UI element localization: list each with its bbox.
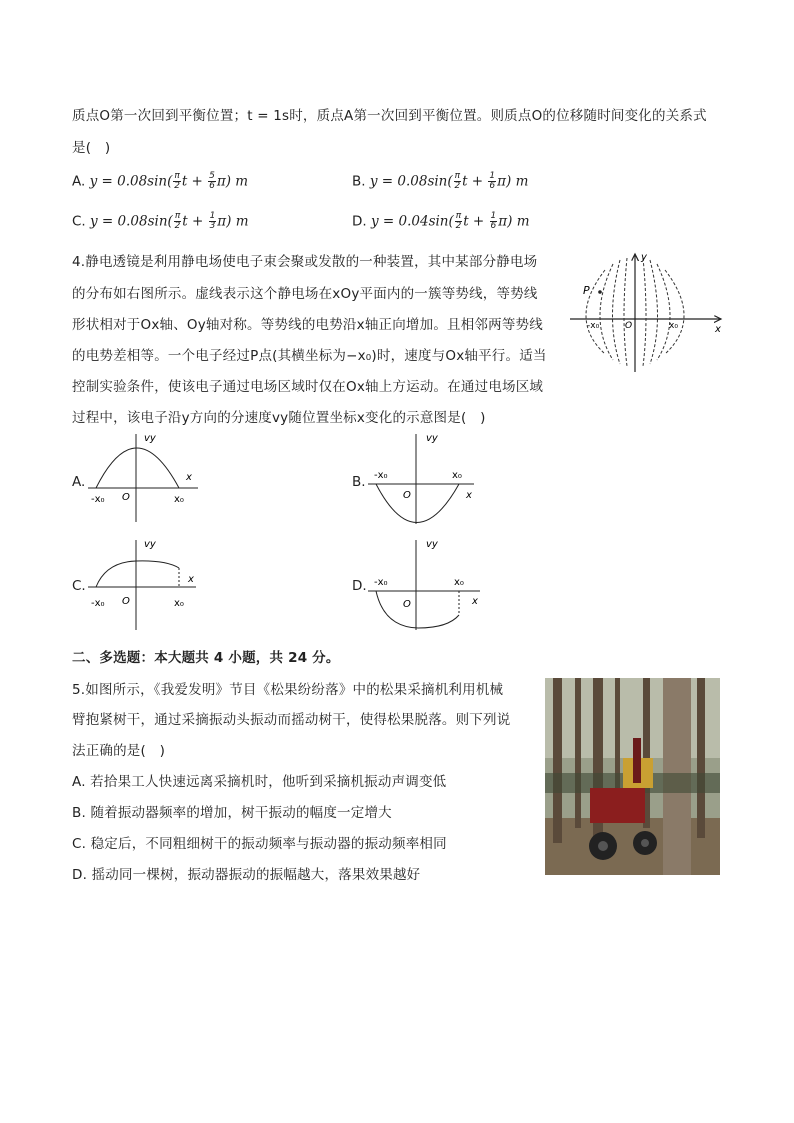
graph-d-letter: D. [352, 578, 367, 594]
tick-x0: x₀ [174, 598, 184, 609]
section-desc: 本大题共 4 小题，共 24 分。 [154, 650, 340, 666]
formula-part: t + [463, 213, 489, 230]
option-letter: A. [72, 173, 86, 190]
formula-part: π) m [216, 173, 249, 190]
section-title: 二、多选题： [72, 650, 155, 666]
section-heading [72, 646, 340, 666]
q3-option-c[interactable] [72, 212, 249, 231]
label-p: P [583, 284, 590, 297]
q5-option-d[interactable]: D. 摇动同一棵树，振动器振动的振幅越大，落果效果越好 [72, 867, 421, 883]
q5-line3: 法正确的是( ) [72, 743, 166, 759]
fraction: $\frac{\pi}{2}$ [174, 171, 180, 191]
axis-x: x [466, 490, 472, 501]
graph-a-letter: A. [72, 474, 86, 490]
q4-line5: 控制实验条件，使该电子通过电场区域时仅在Ox轴上方运动。在通过电场区域 [72, 379, 544, 395]
label-x: x [715, 324, 721, 335]
fraction: $\frac{\pi}{2}$ [454, 171, 461, 191]
q4-line1: 4.静电透镜是利用静电场使电子束会聚或发散的一种装置，其中某部分静电场 [72, 254, 538, 270]
q4-line6: 过程中，该电子沿y方向的分速度vy随位置坐标x变化的示意图是( ) [72, 410, 486, 426]
q5-option-b[interactable]: B. 随着振动器频率的增加，树干振动的幅度一定增大 [72, 805, 392, 821]
axis-vy: vy [426, 539, 438, 550]
q5-line1: 5.如图所示，《我爱发明》节目《松果纷纷落》中的松果采摘机利用机械 [72, 682, 504, 698]
origin-o: O [122, 596, 130, 607]
q4-line4: 的电势差相等。一个电子经过P点(其横坐标为−x₀)时，速度与Ox轴平行。适当 [72, 348, 547, 364]
equipotential-figure [565, 248, 730, 373]
tick-x0: x₀ [174, 494, 184, 505]
option-letter: C. [72, 213, 86, 230]
fraction: $\frac{1}{6}$ [490, 211, 497, 231]
origin-o: O [403, 490, 411, 501]
pine-harvester-photo [545, 678, 720, 875]
tick-x0: x₀ [452, 470, 462, 481]
label-x0: x₀ [669, 321, 678, 331]
q3-line1: 质点O第一次回到平衡位置；t = 1s时，质点A第一次回到平衡位置。则质点O的位移随时间变化的关系式 [72, 108, 707, 124]
tick-neg-x0: -x₀ [374, 577, 388, 588]
q5-line2: 臂抱紧树干，通过采摘振动头振动而摇动树干，使得松果脱落。则下列说 [72, 712, 511, 728]
graph-b-letter: B. [352, 474, 366, 490]
graph-c[interactable] [86, 532, 206, 632]
label-o: O [625, 321, 633, 331]
formula-part: t + [182, 213, 208, 230]
formula-part: π) m [217, 213, 249, 230]
formula-part: y = 0.08sin( [369, 173, 453, 190]
fraction: $\frac{\pi}{2}$ [174, 211, 181, 231]
tick-neg-x0: -x₀ [374, 470, 388, 481]
axis-vy: vy [426, 433, 438, 444]
q3-option-a[interactable] [72, 172, 248, 191]
axis-x: x [188, 574, 194, 585]
q3-option-d[interactable] [352, 212, 530, 231]
fraction: $\frac{\pi}{2}$ [455, 211, 462, 231]
axis-vy: vy [144, 433, 156, 444]
option-letter: B. [352, 173, 366, 190]
formula-part: π) m [497, 173, 529, 190]
fraction: $\frac{5}{6}$ [209, 171, 215, 191]
axis-x: x [472, 596, 478, 607]
graph-b[interactable] [366, 426, 486, 526]
graph-d[interactable] [366, 532, 486, 632]
q5-option-c[interactable]: C. 稳定后，不同粗细树干的振动频率与振动器的振动频率相同 [72, 836, 447, 852]
tick-neg-x0: -x₀ [91, 494, 105, 505]
formula-part: y = 0.08sin( [89, 173, 173, 190]
label-neg-x0: -x₀ [587, 321, 600, 331]
formula-part: t + [181, 173, 208, 190]
formula-part: y = 0.08sin( [90, 213, 173, 230]
fraction: $\frac{1}{6}$ [489, 171, 496, 191]
fraction: $\frac{1}{3}$ [209, 211, 216, 231]
axis-vy: vy [144, 539, 156, 550]
graph-c-letter: C. [72, 578, 86, 594]
formula-part: t + [462, 173, 488, 190]
formula-part: y = 0.04sin( [370, 213, 454, 230]
q4-line2: 的分布如右图所示。虚线表示这个静电场在xOy平面内的一簇等势线，等势线 [72, 286, 538, 302]
tick-x0: x₀ [454, 577, 464, 588]
q5-option-a[interactable]: A. 若拾果工人快速远离采摘机时，他听到采摘机振动声调变低 [72, 774, 447, 790]
tick-neg-x0: -x₀ [91, 598, 105, 609]
origin-o: O [122, 492, 130, 503]
formula-part: π) m [498, 213, 530, 230]
graph-a[interactable] [86, 426, 206, 526]
axis-x: x [186, 472, 192, 483]
origin-o: O [403, 599, 411, 610]
label-y: y [641, 252, 647, 263]
q3-line2: 是( ) [72, 140, 111, 156]
option-letter: D. [352, 213, 367, 230]
point-p [598, 290, 602, 294]
q3-option-b[interactable] [352, 172, 528, 191]
q4-line3: 形状相对于Ox轴、Oy轴对称。等势线的电势沿x轴正向增加。且相邻两等势线 [72, 317, 543, 333]
